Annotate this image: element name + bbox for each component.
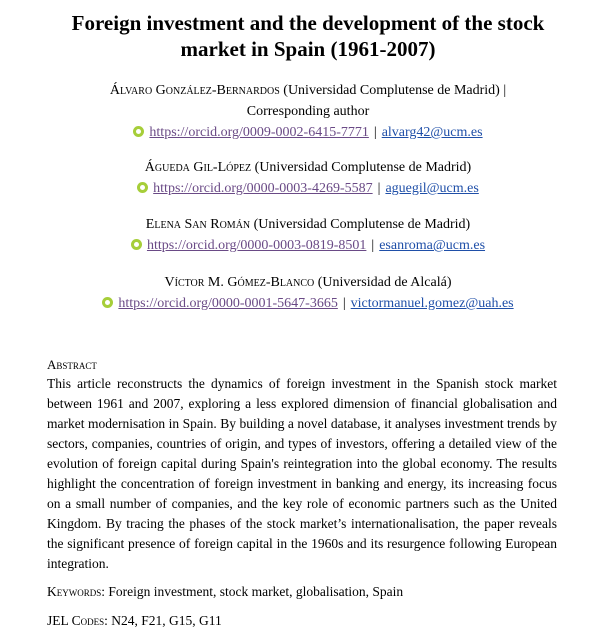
jel-label: JEL Codes:	[47, 613, 108, 628]
author-block-4	[0, 272, 616, 316]
email-link[interactable]: alvarg42@ucm.es	[381, 125, 483, 140]
corresponding-note: Corresponding author	[246, 104, 370, 119]
orcid-link[interactable]: https://orcid.org/0000-0001-5647-3665	[118, 296, 338, 311]
orcid-link[interactable]: https://orcid.org/0000-0003-0819-8501	[146, 238, 367, 253]
separator: |	[373, 125, 377, 140]
paper-title: Foreign investment and the development of the stock market in Spain (1961-2007)	[71, 11, 545, 61]
author-contact-line	[102, 293, 513, 314]
email-link[interactable]: aguegil@ucm.es	[385, 181, 479, 196]
author-contact-line	[133, 122, 482, 143]
jel-codes-line	[47, 612, 222, 630]
jel-value: N24, F21, G15, G11	[111, 613, 222, 628]
separator: |	[377, 181, 381, 196]
author-affiliation: (Universidad de Alcalá)	[317, 275, 452, 290]
author-block-2	[0, 157, 616, 201]
email-link[interactable]: esanroma@ucm.es	[379, 238, 486, 253]
keywords-line	[47, 583, 403, 601]
author-block-3	[0, 214, 616, 258]
orcid-icon	[133, 126, 144, 137]
author-name: Elena San Román	[145, 217, 251, 232]
author-contact-line	[137, 178, 479, 199]
orcid-link[interactable]: https://orcid.org/0009-0002-6415-7771	[149, 125, 369, 140]
orcid-icon	[131, 239, 142, 250]
keywords-label: Keywords:	[47, 584, 105, 599]
orcid-icon	[137, 182, 148, 193]
keywords-value: Foreign investment, stock market, globalisation, Spain	[108, 584, 404, 599]
author-affiliation: (Universidad Complutense de Madrid)	[254, 160, 472, 175]
orcid-icon	[102, 297, 113, 308]
author-name: Águeda Gil-López	[144, 160, 252, 175]
abstract-heading: Abstract	[47, 357, 97, 372]
author-contact-line	[131, 235, 485, 256]
author-affiliation: (Universidad Complutense de Madrid)	[253, 217, 471, 232]
email-link[interactable]: victormanuel.gomez@uah.es	[350, 296, 514, 311]
author-block-1	[0, 80, 616, 145]
separator: |	[371, 238, 375, 253]
author-name: Álvaro González-Bernardos	[109, 83, 280, 98]
author-affiliation: (Universidad Complutense de Madrid) |	[283, 83, 507, 98]
separator: |	[342, 296, 346, 311]
author-name: Víctor M. Gómez-Blanco	[164, 275, 315, 290]
orcid-link[interactable]: https://orcid.org/0000-0003-4269-5587	[153, 181, 373, 196]
abstract-text: This article reconstructs the dynamics of foreign investment in the Spanish stock market between 1961 and 2007, exploring a less explored dimension of financial globalisation and market modernisation in Spain. By building a novel database, it analyses investment trends by sectors, companies, countries of origin, and types of investors, offering a detailed view of the evolution of foreign capital during Spain's reintegration into the global economy. The results highlight the concentration of foreign investment in banking and energy, its increasing focus on a small number of companies, and the key role of economic partners such as the United Kingdom. By tracing the phases of the stock market’s internationalisation, the paper reveals the significant presence of foreign capital in the 1960s and its resurgence following European integration.	[47, 376, 557, 571]
